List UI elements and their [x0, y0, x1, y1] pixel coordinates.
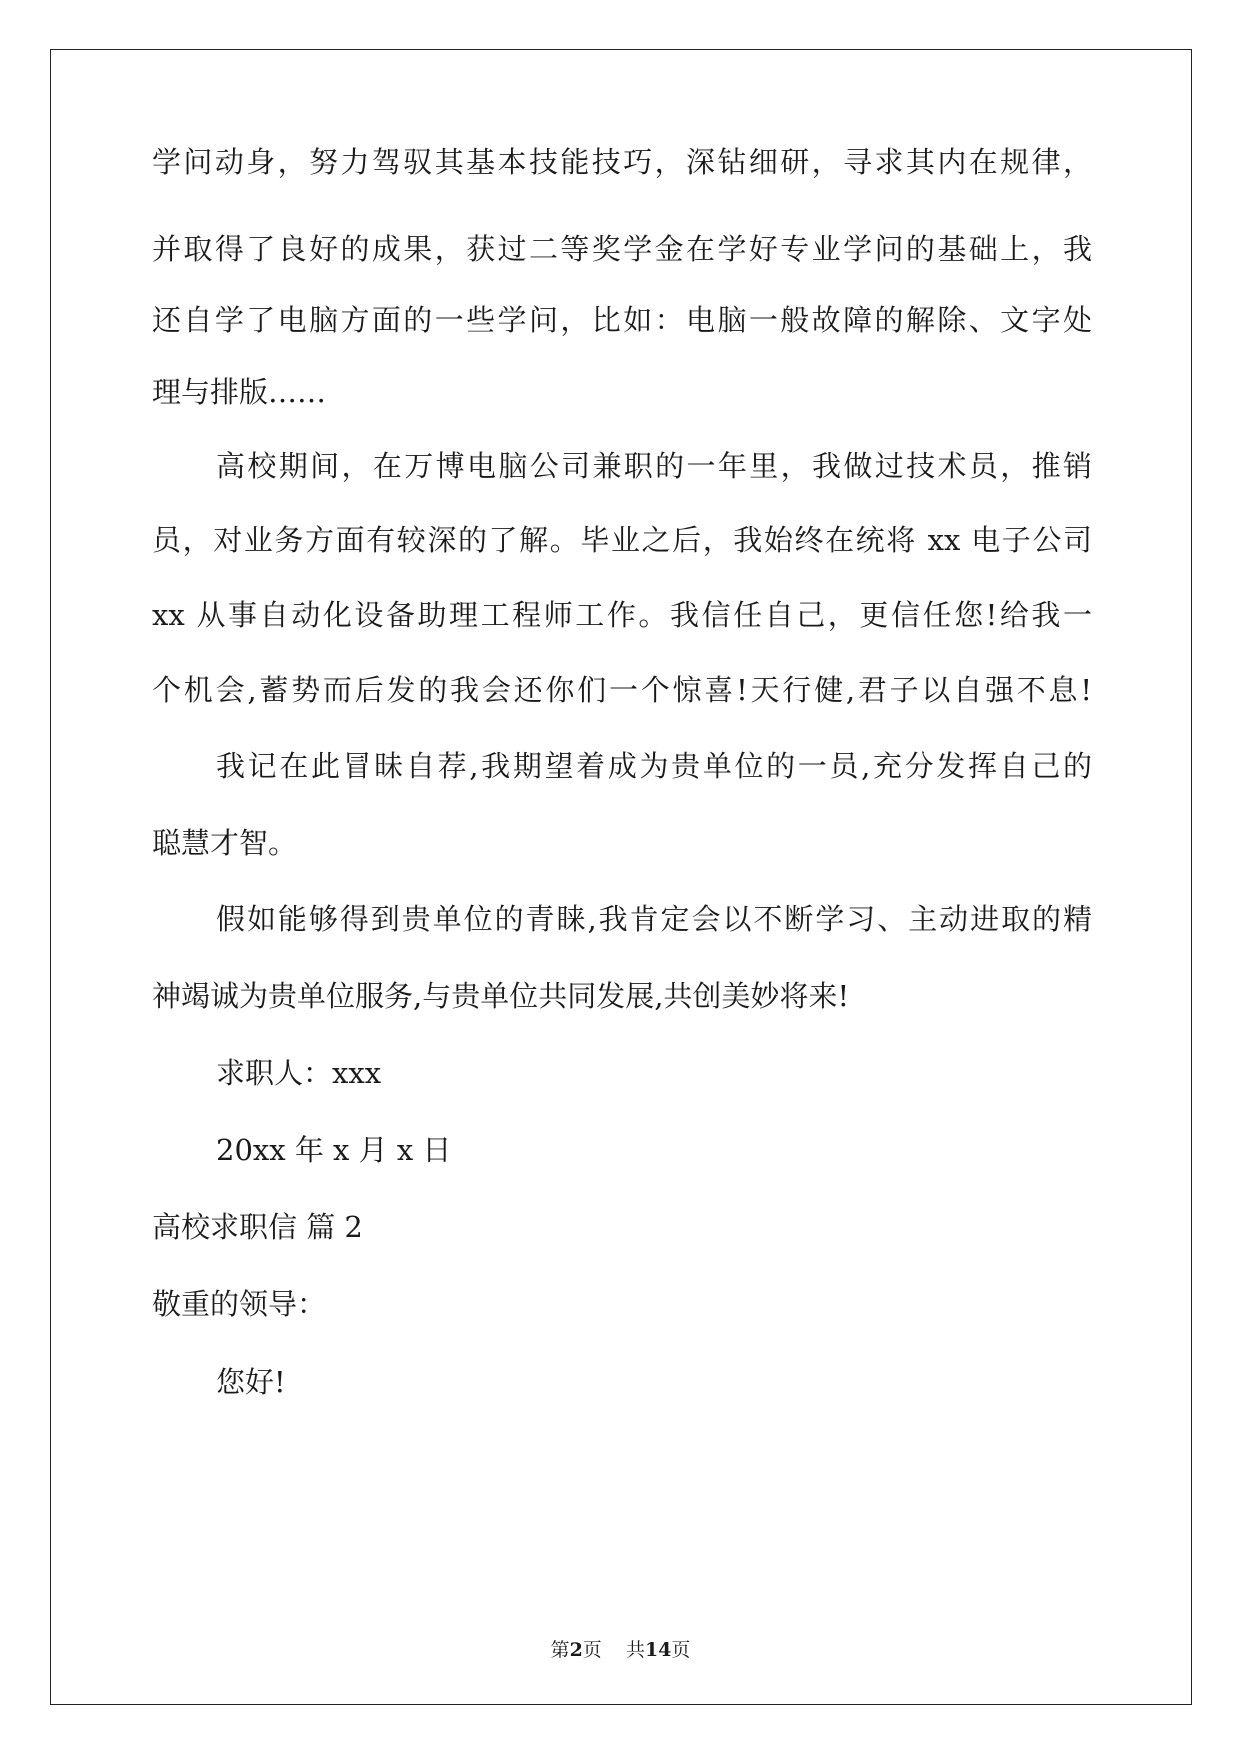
applicant-signature: 求职人：xxx [216, 1056, 382, 1090]
text-line: 神竭诚为贵单位服务,与贵单位共同发展,共创美妙将来! [152, 979, 850, 1013]
letter-date: 20xx 年 x 月 x 日 [216, 1133, 452, 1167]
footer-page-suffix: 页 [671, 1639, 691, 1661]
salutation: 敬重的领导： [152, 1287, 327, 1321]
text-line: 个机会,蓄势而后发的我会还你们一个惊喜!天行健,君子以自强不息! [152, 673, 1092, 707]
text-line: xx 从事自动化设备助理工程师工作。我信任自己，更信任您!给我一 [152, 598, 1092, 632]
text-line: 理与排版…… [152, 375, 327, 409]
paragraph-start-line: 我记在此冒昧自荐,我期望着成为贵单位的一员,充分发挥自己的 [216, 749, 1092, 783]
text-line: 员，对业务方面有较深的了解。毕业之后，我始终在统将 xx 电子公司 [152, 523, 1092, 557]
footer-current-page: 2 [569, 1639, 583, 1661]
footer-total-pages: 14 [644, 1639, 672, 1661]
paragraph-start-line: 假如能够得到贵单位的青睐,我肯定会以不断学习、主动进取的精 [216, 902, 1092, 936]
footer-page-mid: 页 共 [582, 1639, 645, 1661]
paragraph-start-line: 高校期间，在万博电脑公司兼职的一年里，我做过技术员，推销 [216, 449, 1092, 483]
section-heading: 高校求职信 篇 2 [152, 1210, 363, 1244]
footer-page-prefix: 第 [550, 1639, 570, 1661]
text-line: 并取得了良好的成果，获过二等奖学金在学好专业学问的基础上，我 [152, 232, 1092, 266]
text-line: 学问动身，努力驾驭其基本技能技巧，深钻细研，寻求其内在规律， [152, 145, 1092, 179]
text-line: 还自学了电脑方面的一些学问，比如：电脑一般故障的解除、文字处 [152, 303, 1092, 337]
page-frame [50, 49, 1192, 1705]
page-footer [0, 1638, 1241, 1662]
greeting: 您好! [216, 1365, 286, 1399]
text-line: 聪慧才智。 [152, 826, 298, 860]
